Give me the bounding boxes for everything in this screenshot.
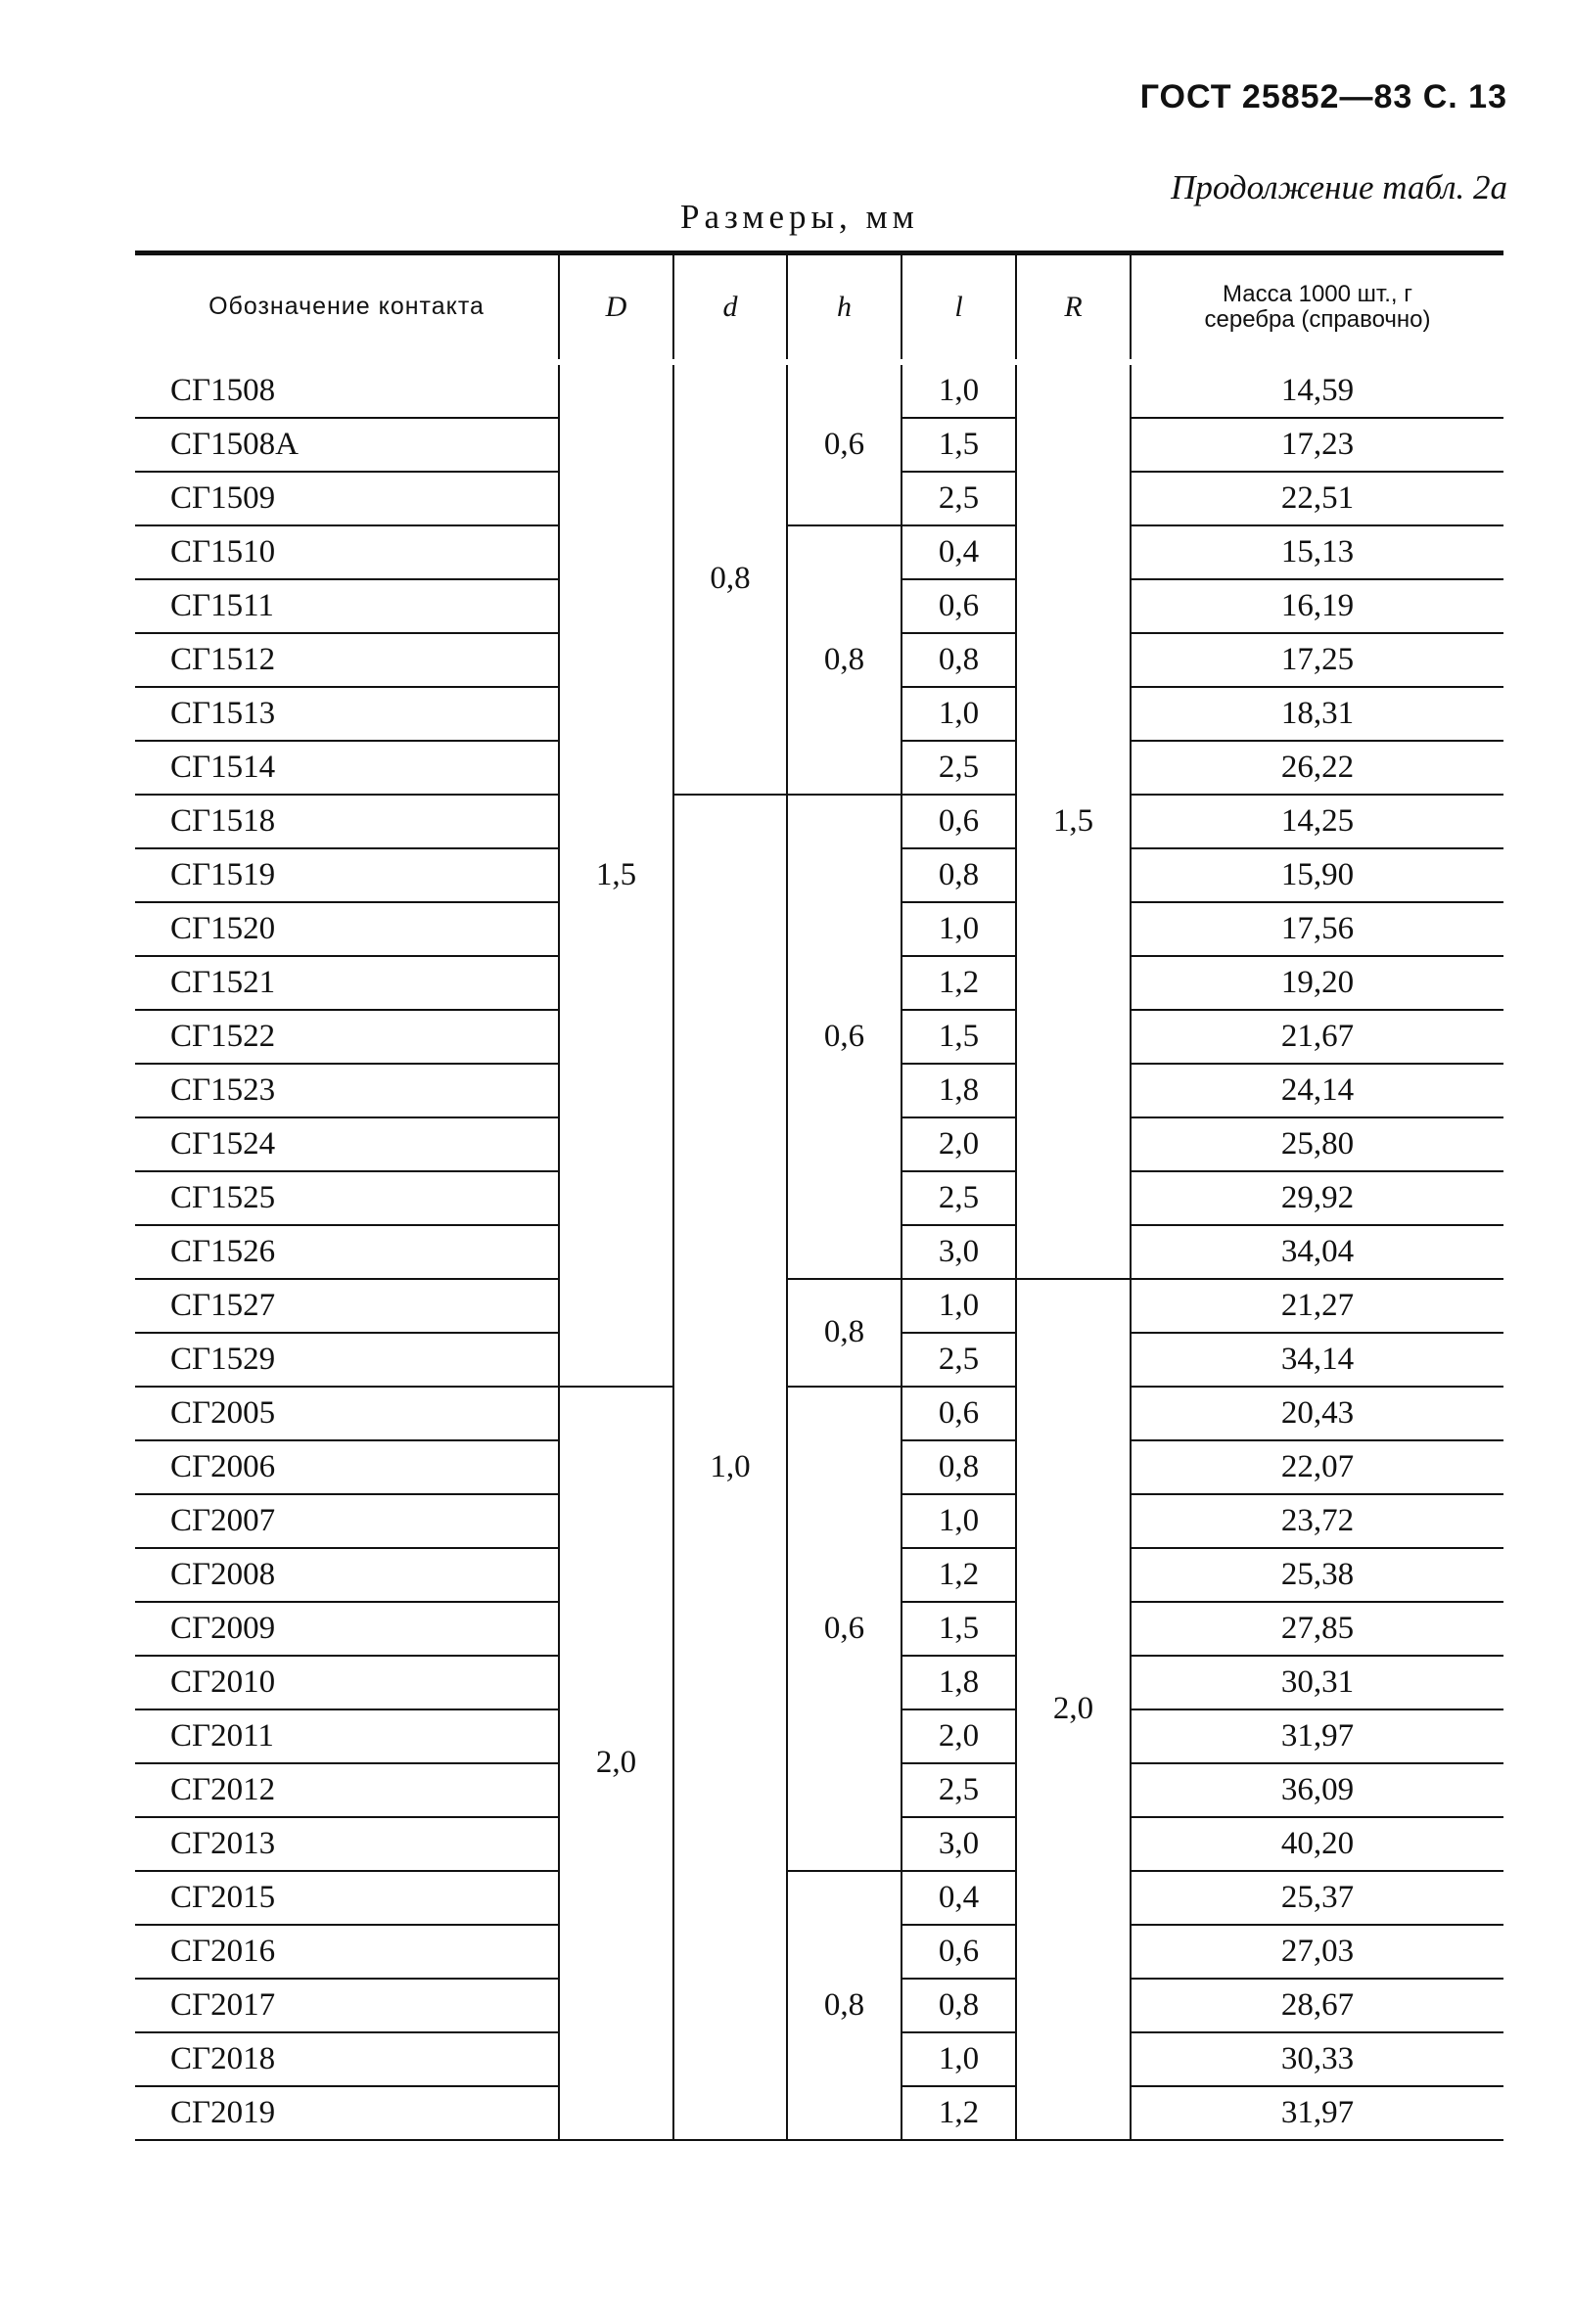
contact-designation: СГ1508А	[135, 418, 559, 472]
contact-designation: СГ2012	[135, 1763, 559, 1817]
l-value: 0,4	[902, 1871, 1016, 1925]
silver-mass-value: 16,19	[1131, 579, 1503, 633]
column-header-h: h	[787, 253, 902, 362]
contact-designation: СГ2008	[135, 1548, 559, 1602]
l-value: 0,8	[902, 848, 1016, 902]
table-row	[135, 525, 1503, 579]
l-value: 3,0	[902, 1225, 1016, 1279]
silver-mass-value: 25,37	[1131, 1871, 1503, 1925]
table-row	[135, 1279, 1503, 1333]
contact-designation: СГ2006	[135, 1440, 559, 1494]
l-value: 2,5	[902, 1333, 1016, 1387]
silver-mass-value: 30,31	[1131, 1656, 1503, 1709]
column-header-designation: Обозначение контакта	[135, 253, 559, 362]
contact-dimensions-table	[135, 251, 1503, 2141]
contact-designation: СГ1529	[135, 1333, 559, 1387]
contact-designation: СГ2009	[135, 1602, 559, 1656]
l-value: 0,8	[902, 1979, 1016, 2032]
silver-mass-value: 22,07	[1131, 1440, 1503, 1494]
h-group-value: 0,8	[787, 525, 902, 795]
l-value: 1,2	[902, 956, 1016, 1010]
l-value: 1,0	[902, 362, 1016, 418]
l-value: 0,8	[902, 633, 1016, 687]
contact-designation: СГ1526	[135, 1225, 559, 1279]
l-value: 1,5	[902, 1010, 1016, 1064]
l-value: 2,5	[902, 1171, 1016, 1225]
silver-mass-value: 25,38	[1131, 1548, 1503, 1602]
silver-mass-value: 21,27	[1131, 1279, 1503, 1333]
l-value: 1,2	[902, 2086, 1016, 2140]
l-value: 0,8	[902, 1440, 1016, 1494]
contact-designation: СГ2015	[135, 1871, 559, 1925]
table-body	[135, 362, 1503, 2140]
l-value: 1,0	[902, 1279, 1016, 1333]
R-group-value: 1,5	[1016, 362, 1131, 1279]
contact-designation: СГ2011	[135, 1709, 559, 1763]
contact-designation: СГ1508	[135, 362, 559, 418]
units-caption: Размеры, мм	[680, 198, 919, 236]
contact-designation: СГ2013	[135, 1817, 559, 1871]
D-group-value: 1,5	[559, 362, 673, 1387]
silver-mass-value: 20,43	[1131, 1387, 1503, 1440]
l-value: 2,5	[902, 472, 1016, 525]
l-value: 1,2	[902, 1548, 1016, 1602]
h-group-value: 0,6	[787, 795, 902, 1279]
silver-mass-value: 30,33	[1131, 2032, 1503, 2086]
d-group-value: 0,8	[673, 362, 787, 795]
contact-designation: СГ1521	[135, 956, 559, 1010]
contact-designation: СГ2019	[135, 2086, 559, 2140]
l-value: 0,6	[902, 795, 1016, 848]
l-value: 0,6	[902, 579, 1016, 633]
silver-mass-value: 36,09	[1131, 1763, 1503, 1817]
silver-mass-value: 26,22	[1131, 741, 1503, 795]
l-value: 2,5	[902, 1763, 1016, 1817]
contact-designation: СГ1509	[135, 472, 559, 525]
R-group-value: 2,0	[1016, 1279, 1131, 2140]
silver-mass-value: 17,25	[1131, 633, 1503, 687]
h-group-value: 0,8	[787, 1871, 902, 2140]
table-row	[135, 1871, 1503, 1925]
l-value: 1,8	[902, 1064, 1016, 1117]
column-header-R: R	[1016, 253, 1131, 362]
l-value: 1,8	[902, 1656, 1016, 1709]
silver-mass-value: 40,20	[1131, 1817, 1503, 1871]
silver-mass-value: 18,31	[1131, 687, 1503, 741]
silver-mass-value: 34,14	[1131, 1333, 1503, 1387]
silver-mass-value: 15,13	[1131, 525, 1503, 579]
contact-designation: СГ1511	[135, 579, 559, 633]
l-value: 2,5	[902, 741, 1016, 795]
contact-designation: СГ1513	[135, 687, 559, 741]
table-row	[135, 795, 1503, 848]
silver-mass-value: 29,92	[1131, 1171, 1503, 1225]
silver-mass-value: 23,72	[1131, 1494, 1503, 1548]
silver-mass-value: 27,85	[1131, 1602, 1503, 1656]
h-group-value: 0,6	[787, 1387, 902, 1871]
silver-mass-value: 17,23	[1131, 418, 1503, 472]
contact-designation: СГ2018	[135, 2032, 559, 2086]
silver-mass-value: 21,67	[1131, 1010, 1503, 1064]
silver-mass-value: 28,67	[1131, 1979, 1503, 2032]
l-value: 2,0	[902, 1709, 1016, 1763]
contact-designation: СГ2010	[135, 1656, 559, 1709]
page-header-standard: ГОСТ 25852—83 С. 13	[1139, 78, 1507, 115]
silver-mass-value: 17,56	[1131, 902, 1503, 956]
contact-designation: СГ2005	[135, 1387, 559, 1440]
D-group-value: 2,0	[559, 1387, 673, 2140]
contact-designation: СГ1514	[135, 741, 559, 795]
l-value: 1,5	[902, 1602, 1016, 1656]
column-header-l: l	[902, 253, 1016, 362]
silver-mass-value: 34,04	[1131, 1225, 1503, 1279]
table-header-row	[135, 253, 1503, 362]
silver-mass-value: 31,97	[1131, 1709, 1503, 1763]
l-value: 1,0	[902, 687, 1016, 741]
contact-designation: СГ1512	[135, 633, 559, 687]
l-value: 1,0	[902, 902, 1016, 956]
silver-mass-value: 22,51	[1131, 472, 1503, 525]
table-row	[135, 362, 1503, 418]
d-group-value: 1,0	[673, 795, 787, 2140]
l-value: 3,0	[902, 1817, 1016, 1871]
contact-designation: СГ1510	[135, 525, 559, 579]
table-continuation-caption: Продолжение табл. 2а	[1171, 168, 1507, 206]
contact-designation: СГ2017	[135, 1979, 559, 2032]
l-value: 0,6	[902, 1387, 1016, 1440]
mass-header-line1: Масса 1000 шт., г	[1222, 280, 1413, 307]
silver-mass-value: 14,59	[1131, 362, 1503, 418]
column-header-D: D	[559, 253, 673, 362]
h-group-value: 0,8	[787, 1279, 902, 1387]
l-value: 1,0	[902, 1494, 1016, 1548]
contact-designation: СГ1525	[135, 1171, 559, 1225]
contact-designation: СГ2007	[135, 1494, 559, 1548]
column-header-mass	[1131, 253, 1503, 362]
contact-designation: СГ1522	[135, 1010, 559, 1064]
contact-designation: СГ1527	[135, 1279, 559, 1333]
contact-designation: СГ1520	[135, 902, 559, 956]
silver-mass-value: 27,03	[1131, 1925, 1503, 1979]
l-value: 0,6	[902, 1925, 1016, 1979]
contact-designation: СГ1519	[135, 848, 559, 902]
table-row	[135, 1387, 1503, 1440]
silver-mass-value: 31,97	[1131, 2086, 1503, 2140]
silver-mass-value: 15,90	[1131, 848, 1503, 902]
contact-designation: СГ1518	[135, 795, 559, 848]
contact-designation: СГ1523	[135, 1064, 559, 1117]
l-value: 0,4	[902, 525, 1016, 579]
silver-mass-value: 24,14	[1131, 1064, 1503, 1117]
h-group-value: 0,6	[787, 362, 902, 525]
l-value: 1,0	[902, 2032, 1016, 2086]
l-value: 1,5	[902, 418, 1016, 472]
column-header-d: d	[673, 253, 787, 362]
silver-mass-value: 19,20	[1131, 956, 1503, 1010]
contact-designation: СГ2016	[135, 1925, 559, 1979]
contact-designation: СГ1524	[135, 1117, 559, 1171]
l-value: 2,0	[902, 1117, 1016, 1171]
silver-mass-value: 25,80	[1131, 1117, 1503, 1171]
silver-mass-value: 14,25	[1131, 795, 1503, 848]
mass-header-line2: серебра (справочно)	[1204, 305, 1431, 333]
